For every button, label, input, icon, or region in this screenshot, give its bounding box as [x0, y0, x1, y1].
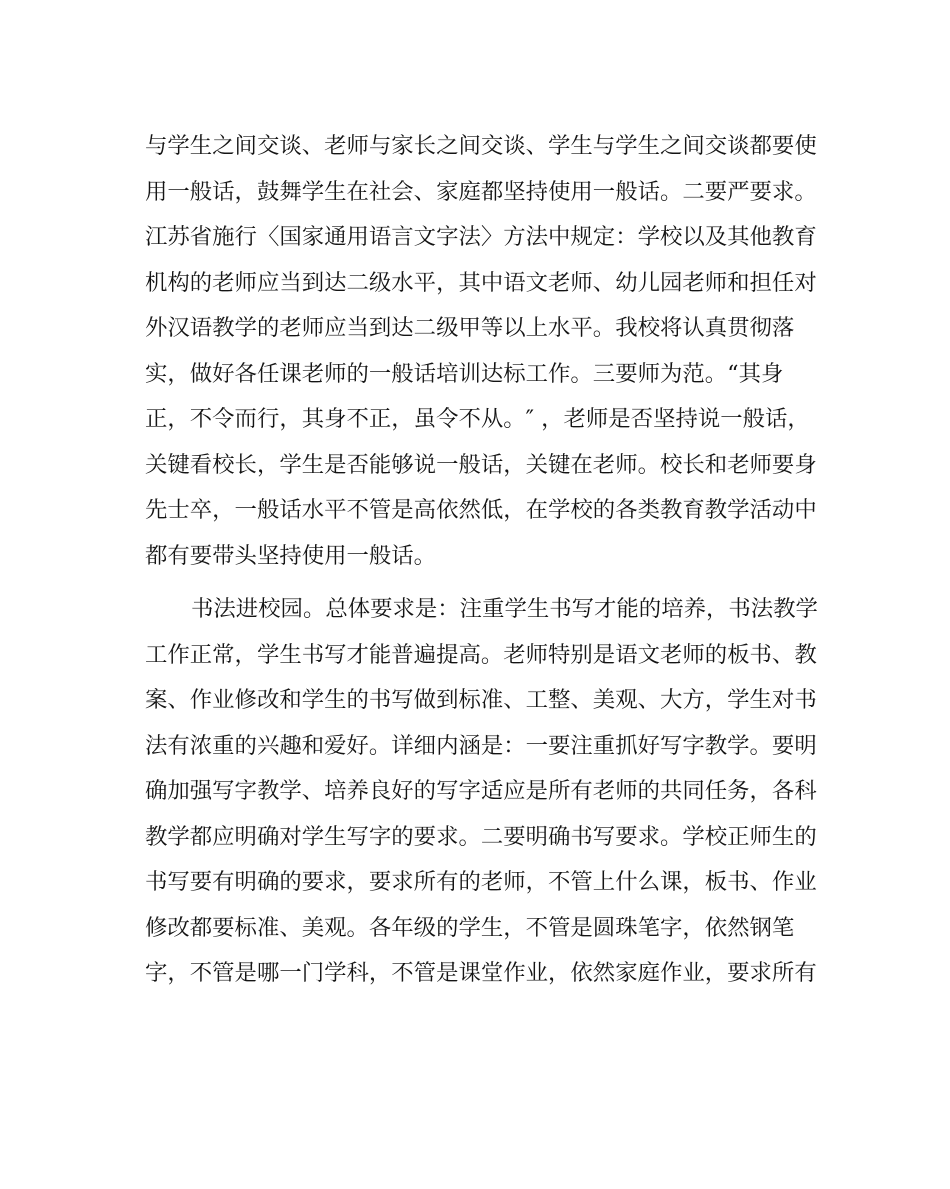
- text-line: 书写要有明确的要求，要求所有的老师，不管上什么课，板书、作业: [145, 869, 817, 895]
- text-line: 案、作业修改和学生的书写做到标准、工整、美观、大方，学生对书: [145, 687, 817, 713]
- text-line: 与学生之间交谈、老师与家长之间交谈、学生与学生之间交谈都要使: [145, 133, 817, 159]
- text-line: 外汉语教学的老师应当到达二级甲等以上水平。我校将认真贯彻落: [145, 315, 795, 341]
- text-line: 先士卒，一般话水平不管是高依然低，在学校的各类教育教学活动中: [145, 497, 817, 523]
- text-line: 法有浓重的兴趣和爱好。详细内涵是：一要注重抓好写字教学。要明: [145, 732, 817, 759]
- text-line: 工作正常，学生书写才能普遍提高。老师特别是语文老师的板书、教: [145, 641, 817, 668]
- document-body: [145, 124, 818, 997]
- text-line: 江苏省施行〈国家通用语言文字法〉方法中规定：学校以及其他教育: [145, 224, 817, 250]
- paragraph-1: [145, 124, 817, 579]
- text-line: 机构的老师应当到达二级水平，其中语文老师、幼儿园老师和担任对: [145, 269, 817, 296]
- text-line: 教学都应明确对学生写字的要求。二要明确书写要求。学校正师生的: [145, 823, 817, 850]
- text-line: 正，不令而行，其身不正，虽令不从。″ ，老师是否坚持说一般话，: [145, 406, 810, 432]
- text-line: 都有要带头坚持使用一般话。: [145, 542, 437, 569]
- text-line: 关键看校长，学生是否能够说一般话，关键在老师。校长和老师要身: [145, 451, 817, 478]
- paragraph-spacer: [145, 579, 805, 587]
- text-line: 字，不管是哪一门学科，不管是课堂作业，依然家庭作业，要求所有: [145, 960, 817, 986]
- text-line: 用一般话，鼓舞学生在社会、家庭都坚持使用一般话。二要严要求。: [145, 178, 817, 205]
- text-line: 书法进校园。总体要求是：注重学生书写才能的培养，书法教学: [191, 596, 818, 622]
- text-line: 确加强写字教学、培养良好的写字适应是所有老师的共同任务，各科: [145, 778, 817, 804]
- paragraph-2: [145, 587, 818, 997]
- text-line: 实，做好各任课老师的一般话培训达标工作。三要师为范。“其身: [145, 360, 784, 387]
- text-line: 修改都要标准、美观。各年级的学生，不管是圆珠笔字，依然钢笔: [145, 914, 795, 941]
